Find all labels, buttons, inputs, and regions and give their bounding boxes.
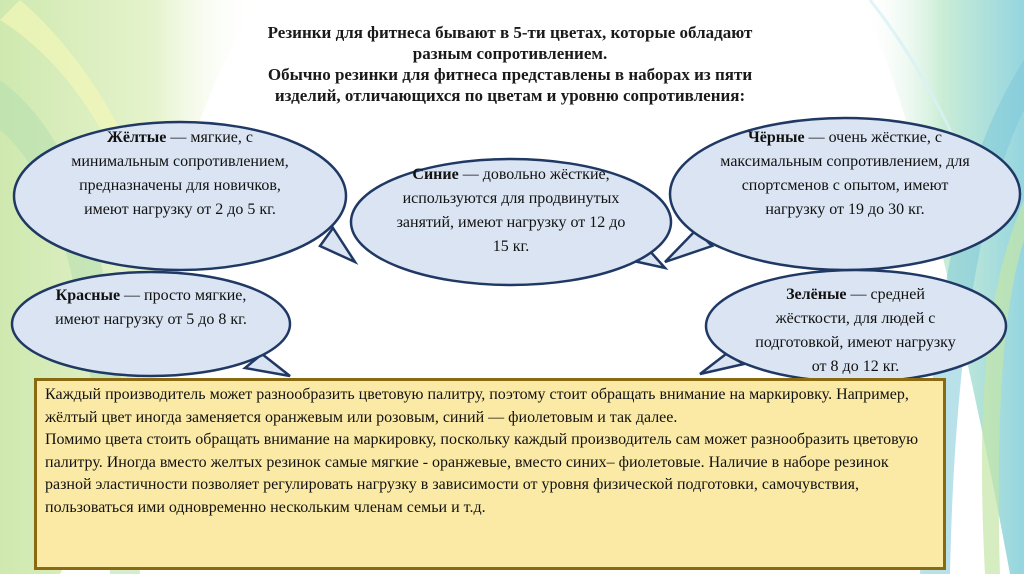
bubble-yellow-text [60,126,300,222]
title-line-2: разным сопротивлением. [412,44,608,63]
bubble-green-name: Зелёные [786,286,847,303]
bubble-yellow-description: — мягкие, с минимальным сопротивлением, предназначены для новичков, имеют нагрузку от 2 до 5 кг. [71,129,289,218]
bubble-blue-name: Синие [412,166,459,183]
bubble-black-text [718,126,972,222]
bubble-yellow-name: Жёлтые [107,129,167,146]
title-line-1: Резинки для фитнеса бывают в 5-ти цветах, которые обладают [267,23,753,42]
bubble-red-description: — просто мягкие, имеют нагрузку от 5 до 8 кг. [55,287,247,328]
note-box [34,378,946,570]
note-paragraph-1: Каждый производитель может разнообразить цветовую палитру, поэтому стоит обращать внимание на маркировку. Например, жёлтый цвет иногда заменяется оранжевым или розовым, синий — фиолетовым и так далее. [45,386,909,426]
bubble-black-description: — очень жёсткие, с максимальным сопротивлением, для спортсменов с опытом, имеют нагрузку от 19 до 30 кг. [720,129,970,218]
bubble-red-text [52,284,250,332]
slide-title [160,22,860,106]
bubble-blue-description: — довольно жёсткие, используются для продвинутых занятий, имеют нагрузку от 12 до 15 кг. [396,166,626,255]
title-line-4: изделий, отличающихся по цветам и уровню сопротивления: [274,86,746,105]
bubble-green-text [748,283,963,379]
bubble-black-name: Чёрные [748,129,805,146]
bubble-red-name: Красные [55,287,121,304]
title-line-3: Обычно резинки для фитнеса представлены в наборах из пяти [267,65,753,84]
bubble-blue-text [395,163,627,259]
note-paragraph-2: Помимо цвета стоить обращать внимание на маркировку, поскольку каждый производитель сам может разнообразить цветовую палитру. Иногда вместо желтых резинок самые мягкие - оранжевые, вместо синих– фиолетовые. Наличие в наборе резинок разной эластичности позволяет регулировать нагрузку в зависимости от уровня физической подготовки, самочувствия, пользоваться ими одновременно нескольким членам семьи и т.д. [45,431,919,516]
bubble-green-description: — средней жёсткости, для людей с подготовкой, имеют нагрузку от 8 до 12 кг. [755,286,956,375]
